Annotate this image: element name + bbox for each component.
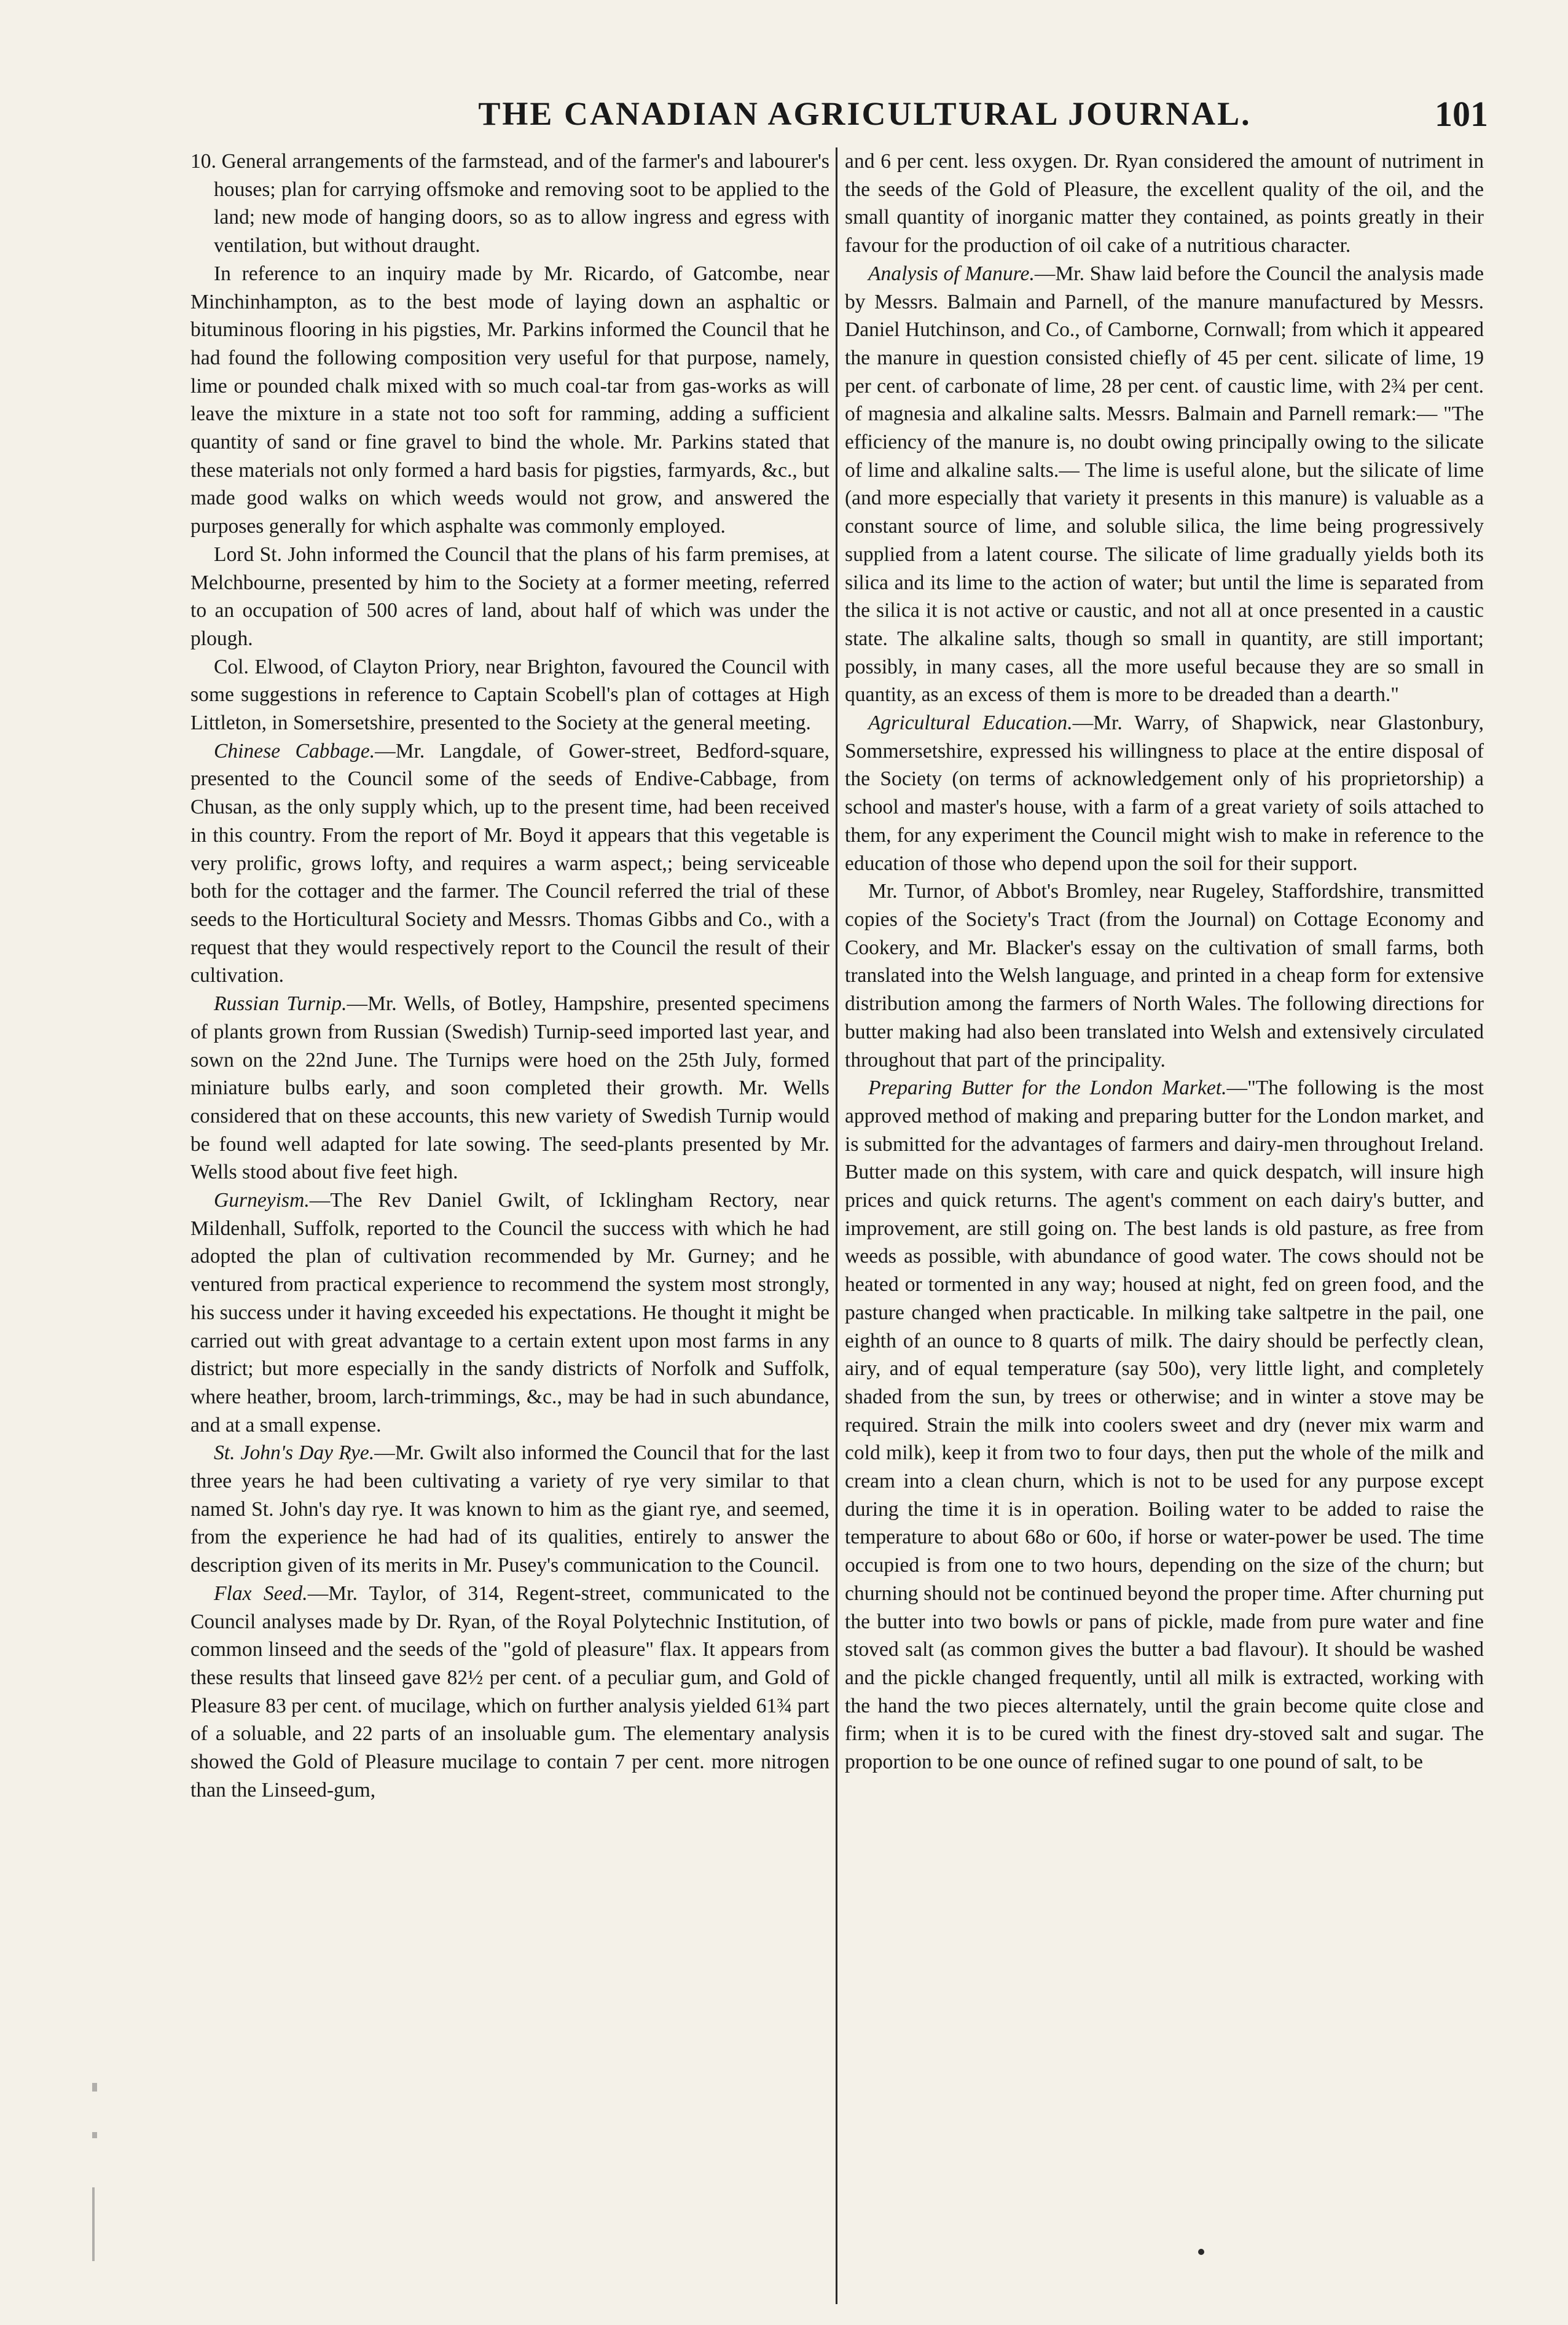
paragraph <box>190 1186 829 1439</box>
paragraph-text: —Mr. Shaw laid before the Council the analysis made by Messrs. Balmain and Parnell, of the manure manufactured by Messrs. Daniel Hutchinson, and Co., of Camborne, Cornwall; from which it appeared the manure in question consisted chiefly of 45 per cent. silicate of lime, 19 per cent. of carbonate of lime, 28 per cent. of caustic lime, with 2¾ per cent. of magnesia and alkaline salts. Messrs. Balmain and Parnell remark:— "The efficiency of the manure is, no doubt owing principally owing to the silicate of lime and alkaline salts.— The lime is useful alone, but the silicate of lime (and more especially that variety it presents in this manure) is valuable as a constant source of lime, and soluble silica, the lime being progressively supplied from a latent course. The silicate of lime gradually yields both its silica and its lime to the action of water; but until the lime is separated from the silica it is not active or caustic, and not all at once presented in a caustic state. The alkaline salts, though so small in quantity, are still important; possibly, in many cases, all the more useful because they are so small in quantity, as an excess of them is more to be dreaded than a dearth." <box>845 262 1484 707</box>
paragraph-text: —Mr. Taylor, of 314, Regent-street, communicated to the Council analyses made by Dr. Ryan, of the Royal Polytechnic Institution, of common linseed and the seeds of the "gold of pleasure" flax. It appears from these results that linseed gave 82½ per cent. of a peculiar gum, and Gold of Pleasure 83 per cent. of mucilage, which on further analysis yielded 61¾ part of a soluable, and 22 parts of an insoluable gum. The elementary analysis showed the Gold of Pleasure mucilage to contain 7 per cent. more nitrogen than the Linseed-gum, <box>190 1582 829 1802</box>
left-column <box>190 147 829 2304</box>
section-heading: Agricultural Education. <box>868 712 1073 735</box>
section-heading: Gurneyism. <box>214 1189 310 1212</box>
section-heading: Flax Seed. <box>214 1582 308 1605</box>
section-heading: Chinese Cabbage. <box>214 739 375 763</box>
column-divider <box>836 147 837 2304</box>
margin-speck <box>92 2132 97 2138</box>
margin-speck <box>92 2083 97 2092</box>
running-header <box>209 86 1488 141</box>
paragraph <box>845 709 1484 877</box>
paragraph-text: —Mr. Gwilt also informed the Council that for the last three years he had been cultivating a variety of rye very similar to that named St. John's day rye. It was known to him as the giant rye, and seemed, from the experience he had had of its qualities, entirely to answer the description given of its merits in Mr. Pusey's communication to the Council. <box>190 1441 829 1577</box>
section-heading: Preparing Butter for the London Market. <box>868 1076 1227 1100</box>
margin-speck <box>92 2187 95 2261</box>
paragraph-text: —"The following is the most approved method of making and preparing butter for the London market, and is submitted for the advantages of farmers and dairy-men throughout Ireland. Butter made on this system, with care and quick despatch, will insure high prices and quick returns. The agent's comment on each dairy's butter, and improvement, are still going on. The best lands is old pasture, as free from weeds as possible, with abundance of good water. The cows should not be heated or tormented in any way; housed at night, fed on green food, and the pasture changed when practicable. In milking take saltpetre in the pail, one eighth of an ounce to 8 quarts of milk. The dairy should be perfectly clean, airy, and of equal temperature (say 50o), very little light, and completely shaded from the sun, by trees or otherwise; and in winter a stove may be required. Strain the milk into coolers sweet and dry (never mix warm and cold milk), keep it from two to four days, then put the whole of the milk and cream into a clean churn, which is not to be used for any purpose except during the time it is in operation. Boiling water to be added to raise the temperature to about 68o or 60o, if horse or water-power be used. The time occupied is from one to two hours, depending on the size of the churn; but churning should not be continued beyond the proper time. After churning put the butter into two bowls or pans of pickle, made from pure water and fine stoved salt (as common gives the butter a bad flavour). It should be washed and the pickle changed frequently, until all milk is extracted, working with the hand the two pieces alternately, until the grain become quite close and firm; when it is to be cured with the finest dry-stoved salt and sugar. The proportion to be one ounce of refined sugar to one pound of salt, to be <box>845 1076 1484 1774</box>
paragraph-text: —Mr. Langdale, of Gower-street, Bedford-square, presented to the Council some of the seeds of Endive-Cabbage, from Chusan, as the only supply which, up to the present time, had been received in this country. From the report of Mr. Boyd it appears that this vegetable is very prolific, grows lofty, and requires a warm aspect,; being serviceable both for the cottager and the farmer. The Council referred the trial of these seeds to the Horticultural Society and Messrs. Thomas Gibbs and Co., with a request that they would respectively report to the Council the result of their cultivation. <box>190 739 829 987</box>
paragraph: Lord St. John informed the Council that the plans of his farm premises, at Melchbourne, presented by him to the Society at a former meeting, referred to an occupation of 500 acres of land, about half of which was under the plough. <box>190 543 829 650</box>
paragraph <box>845 1074 1484 1776</box>
ink-dot <box>1198 2249 1204 2255</box>
paragraph <box>190 1580 829 1805</box>
section-heading: Russian Turnip. <box>214 992 347 1016</box>
paragraph <box>845 260 1484 709</box>
section-heading: St. John's Day Rye. <box>214 1441 375 1465</box>
paragraph: 10. General arrangements of the farmstead, and of the farmer's and labourer's houses; plan for carrying offsmoke and removing soot to be applied to the land; new mode of hanging doors, so as to allow ingress and egress with ventilation, but without draught. <box>190 150 829 257</box>
paragraph: Col. Elwood, of Clayton Priory, near Brighton, favoured the Council with some suggestions in reference to Captain Scobell's plan of cottages at High Littleton, in Somersetshire, presented to the Society at the general meeting. <box>190 655 829 735</box>
page-number: 101 <box>1435 93 1488 134</box>
section-heading: Analysis of Manure. <box>868 262 1035 285</box>
paragraph: Mr. Turnor, of Abbot's Bromley, near Rugeley, Staffordshire, transmitted copies of the Society's Tract (from the Journal) on Cottage Economy and Cookery, and Mr. Blacker's essay on the cultivation of small farms, both translated into the Welsh language, and printed in a cheap form for extensive distribution among the farmers of North Wales. The following directions for butter making had also been translated into Welsh and extensively circulated throughout that part of the principality. <box>845 880 1484 1072</box>
paragraph-text: —Mr. Wells, of Botley, Hampshire, presented specimens of plants grown from Russian (Swedish) Turnip-seed imported last year, and sown on the 22nd June. The Turnips were hoed on the 25th July, formed miniature bulbs early, and soon completed their growth. Mr. Wells considered that on these accounts, this new variety of Swedish Turnip would be found well adapted for late sowing. The seed-plants presented by Mr. Wells stood about five feet high. <box>190 992 829 1184</box>
paragraph: In reference to an inquiry made by Mr. Ricardo, of Gatcombe, near Minchinhampton, as to the best mode of laying down an asphaltic or bituminous flooring in his pigsties, Mr. Parkins informed the Council that he had found the following composition very useful for that purpose, namely, lime or pounded chalk mixed with so much coal-tar from gas-works as will leave the mixture in a state not too soft for ramming, adding a sufficient quantity of sand or fine gravel to bind the whole. Mr. Parkins stated that these materials not only formed a hard basis for pigsties, farmyards, &c., but made good walks on which weeds would not grow, and answered the purposes generally for which asphalte was commonly employed. <box>190 262 829 538</box>
right-column <box>845 147 1484 2304</box>
paragraph-text: —Mr. Warry, of Shapwick, near Glastonbury, Sommersetshire, expressed his willingness to place at the entire disposal of the Society (on terms of acknowledgement only of his proprietorship) a school and master's house, with a farm of a great variety of soils attached to them, for any experiment the Council might wish to make in reference to the education of those who depend upon the soil for their support. <box>845 712 1484 875</box>
paragraph <box>190 737 829 990</box>
paragraph: and 6 per cent. less oxygen. Dr. Ryan considered the amount of nutriment in the seeds of the Gold of Pleasure, the excellent quality of the oil, and the small quantity of inorganic matter they contained, as points greatly in their favour for the production of oil cake of a nutritious character. <box>845 150 1484 257</box>
journal-title: THE CANADIAN AGRICULTURAL JOURNAL. <box>478 95 1252 132</box>
paragraph-text: —The Rev Daniel Gwilt, of Icklingham Rectory, near Mildenhall, Suffolk, reported to the Council the success with which he had adopted the plan of cultivation recommended by Mr. Gurney; and he ventured from practical experience to recommend the system most strongly, his success under it having exceeded his expectations. He thought it might be carried out with great advantage to a certain extent upon most farms in any district; but more especially in the sandy districts of Norfolk and Suffolk, where heather, broom, larch-trimmings, &c., may be had in such abundance, and at a small expense. <box>190 1189 829 1437</box>
paragraph <box>190 1439 829 1580</box>
paragraph <box>190 990 829 1186</box>
